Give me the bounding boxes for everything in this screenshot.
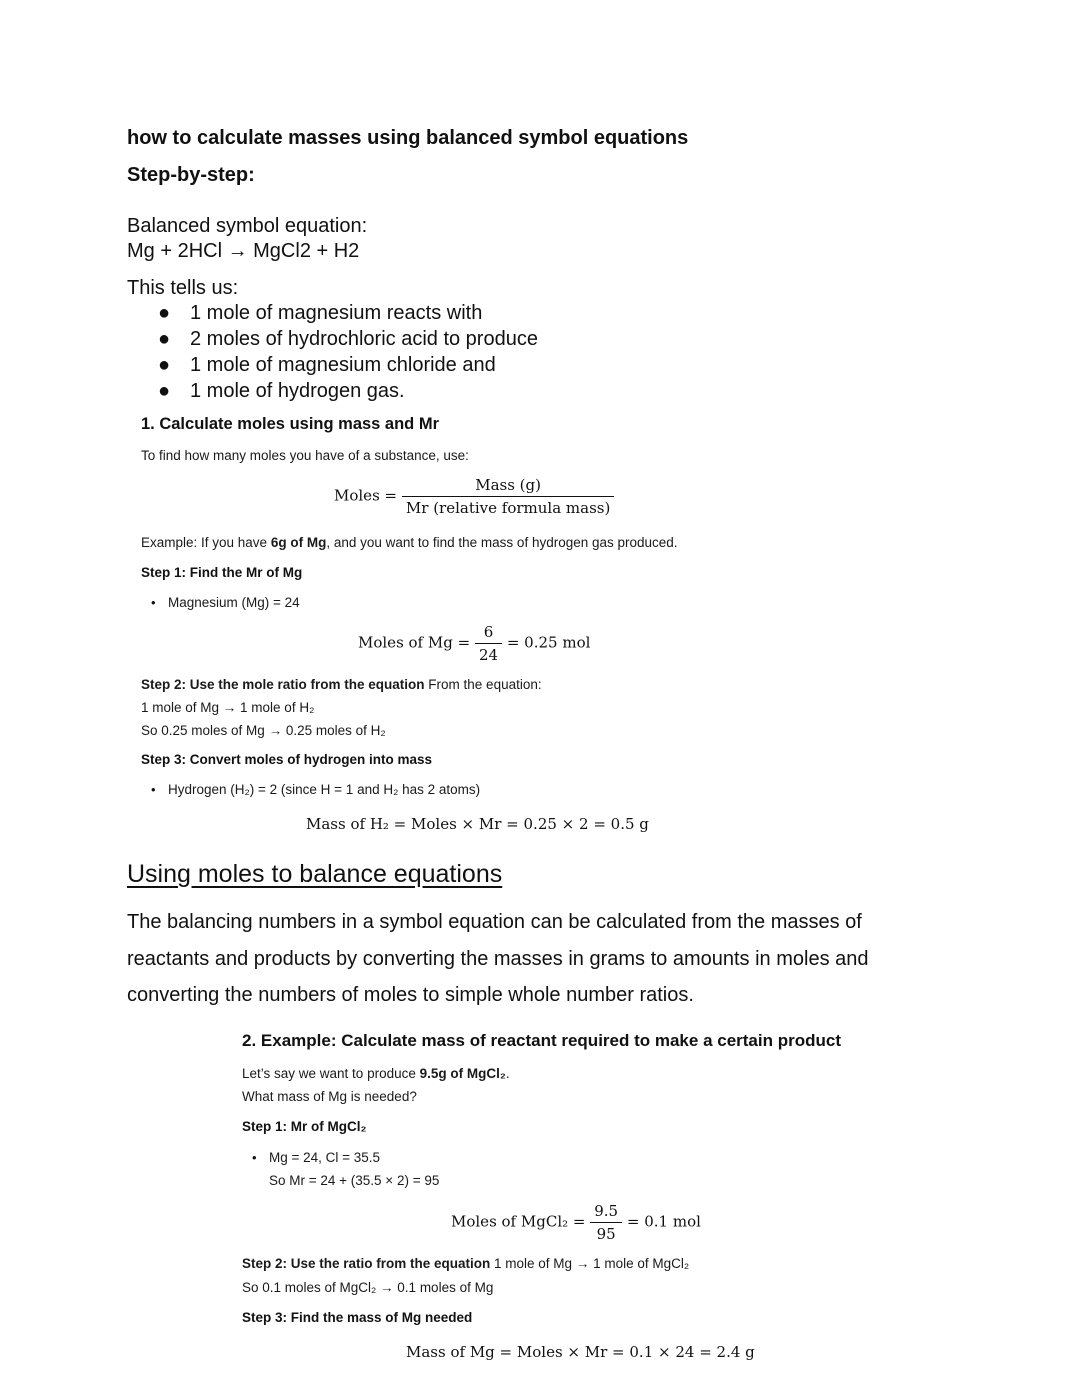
eq-numerator: 9.5 [594,1202,619,1220]
section1-intro: To find how many moles you have of a substance, use: [141,448,469,463]
eq-lhs: Moles of MgCl₂ = [451,1212,586,1231]
list-item: 2 moles of hydrochloric acid to produce [190,328,538,350]
list-item: 1 mole of magnesium reacts with [190,302,483,324]
s3-step2-tail: 1 mole of Mg → 1 mole of MgCl₂ [490,1256,690,1271]
tells-us-label: This tells us: [127,277,239,299]
s3-step1-title: Step 1: Mr of MgCl₂ [242,1119,367,1134]
bullet-dot: ● [158,354,171,376]
s3-line1-pre: Let’s say we want to produce [242,1066,420,1081]
eq-fraction [590,1202,622,1243]
balanced-equation: Mg + 2HCl → MgCl2 + H2 [127,240,360,262]
s3-line1 [242,1066,510,1081]
s3-line1-post: . [505,1066,510,1081]
balanced-label: Balanced symbol equation: [127,215,368,237]
section2-heading: Using moles to balance equations [127,860,503,888]
s3-line2: What mass of Mg is needed? [242,1089,417,1104]
list-item: 1 mole of magnesium chloride and [190,354,496,376]
s1-step1-bullet: Magnesium (Mg) = 24 [168,595,300,610]
s1-step2-line [141,677,542,692]
s3-step2-line2: So 0.1 moles of MgCl₂ → 0.1 moles of Mg [242,1280,494,1295]
bullet-dot: ● [158,380,171,402]
s3-step2-title: Step 2: Use the ratio from the equation [242,1256,491,1271]
eq-denominator: 95 [590,1222,622,1243]
s1-step2-tail: From the equation: [424,677,542,692]
moles-of-mgcl2-equation [451,1202,701,1243]
eq-numerator: 6 [483,623,494,641]
bullet-dot: ● [158,328,171,350]
s3-step1-sub: So Mr = 24 + (35.5 × 2) = 95 [269,1173,440,1188]
s1-step1-title: Step 1: Find the Mr of Mg [141,565,303,580]
formula-numerator: Mass (g) [475,476,541,494]
example-line [141,535,678,550]
bullet-dot: • [151,782,156,797]
example-bold: 6g of Mg [270,535,327,550]
list-item: 1 mole of hydrogen gas. [190,380,405,402]
s1-step2-line2: So 0.25 moles of Mg → 0.25 moles of H₂ [141,723,386,738]
formula-denominator: Mr (relative formula mass) [402,496,614,517]
bullet-dot: • [151,595,156,610]
section1-heading: 1. Calculate moles using mass and Mr [141,415,440,433]
bullet-dot: • [252,1150,257,1165]
example-pre: Example: If you have [141,535,271,550]
mass-of-mg-equation: Mass of Mg = Moles × Mr = 0.1 × 24 = 2.4 g [406,1343,755,1361]
formula-fraction [402,476,614,517]
s3-step1-bullet: Mg = 24, Cl = 35.5 [269,1150,381,1165]
example-post: , and you want to find the mass of hydrogen gas produced. [326,535,678,550]
s1-step2-title: Step 2: Use the mole ratio from the equation [141,677,425,692]
section3-heading: 2. Example: Calculate mass of reactant required to make a certain product [242,1031,841,1050]
page-title: how to calculate masses using balanced symbol equations [127,127,689,149]
eq-lhs: Moles of Mg = [358,633,471,652]
step-by-step-heading: Step-by-step: [127,164,255,186]
eq-rhs: = 0.1 mol [626,1212,701,1231]
formula-lhs: Moles = [334,486,398,505]
eq-rhs: = 0.25 mol [506,633,591,652]
s3-line1-bold: 9.5g of MgCl₂ [419,1066,506,1081]
s3-step2-line [242,1256,689,1271]
section2-paragraph: The balancing numbers in a symbol equation can be calculated from the masses of reactants and products by converting the masses in grams to amounts in moles and converting the numbers of moles to simple whole number ratios. [127,911,869,1006]
moles-of-mg-equation [358,623,590,664]
s3-step3-title: Step 3: Find the mass of Mg needed [242,1310,473,1325]
s1-step3-title: Step 3: Convert moles of hydrogen into mass [141,752,433,767]
eq-fraction [475,623,502,664]
s1-step2-line1: 1 mole of Mg → 1 mole of H₂ [141,700,315,715]
bullet-dot: ● [158,302,171,324]
s1-step3-bullet: Hydrogen (H₂) = 2 (since H = 1 and H₂ has 2 atoms) [168,782,481,797]
mass-of-h2-equation: Mass of H₂ = Moles × Mr = 0.25 × 2 = 0.5 g [306,815,649,833]
eq-denominator: 24 [475,643,502,664]
moles-formula [334,476,614,517]
